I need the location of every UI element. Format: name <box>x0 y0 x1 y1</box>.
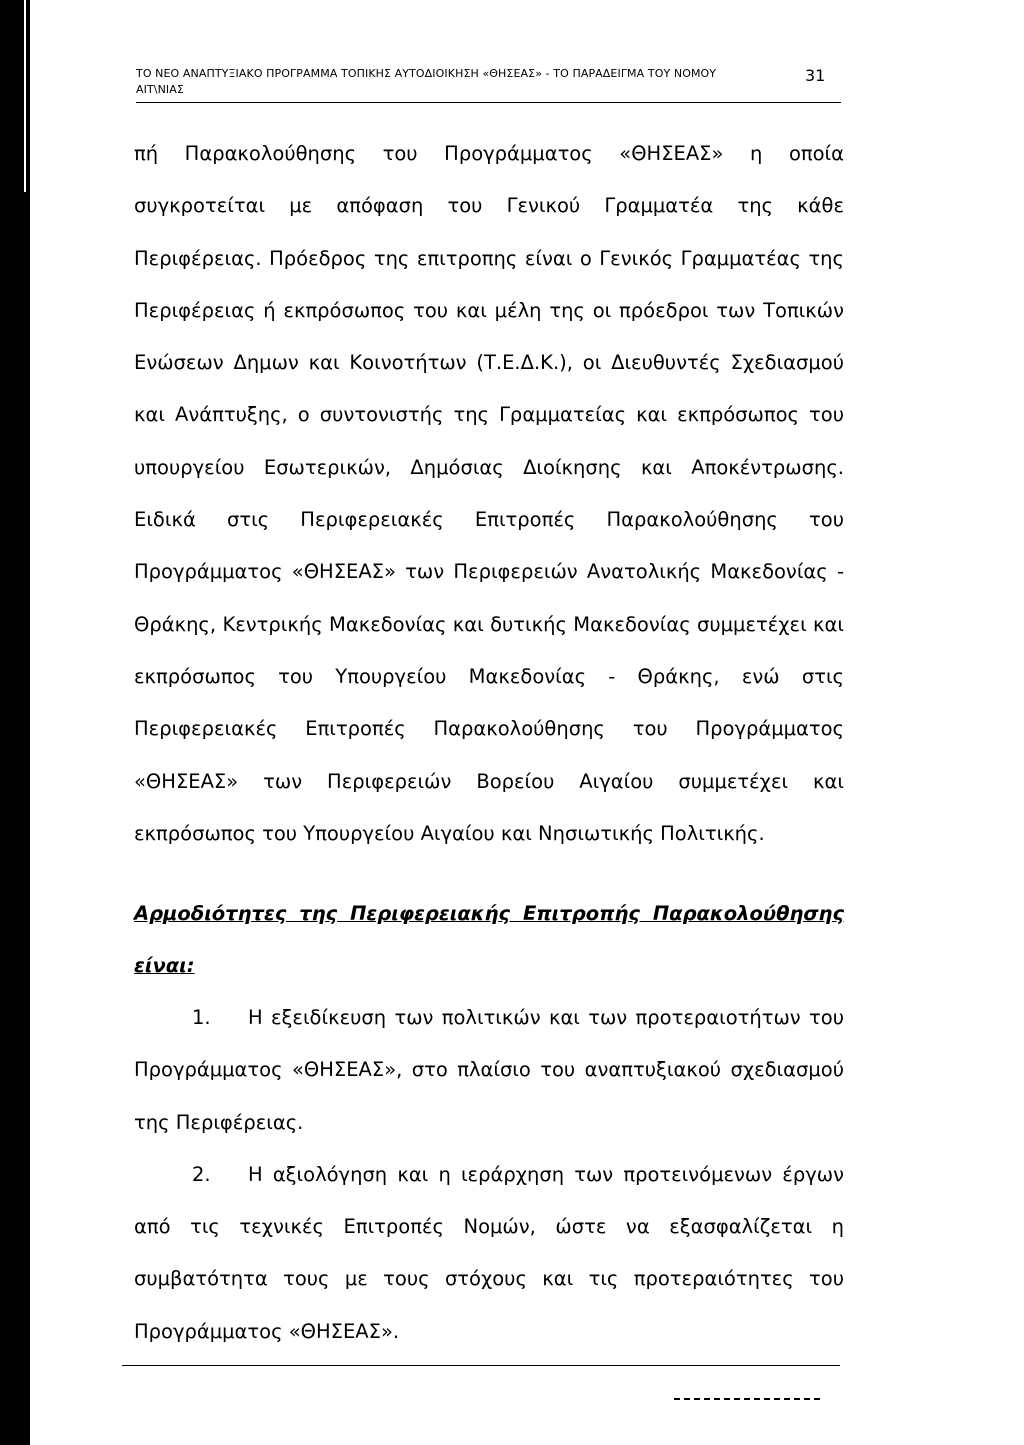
list-item <box>134 1149 844 1358</box>
list-item-text: Η αξιολόγηση και η ιεράρχηση των προτεινόμενων έργων από τις τεχνικές Επιτροπές Νομών, ώστε να εξασφαλίζεται η συμβατότητα τους με τους στόχους και τις προτεραιότητες του Προγράμματος «ΘΗΣΕΑΣ». <box>134 1162 844 1343</box>
body-paragraph: πή Παρακολούθησης του Προγράμματος «ΘΗΣΕΑΣ» η οποία συγκροτείται με απόφαση του Γενικού Γραμματέα της κάθε Περιφέρειας. Πρόεδρος της επιτροπης είναι ο Γενικός Γραμματέας της Περιφέρειας ή εκπρόσωπος του και μέλη της οι πρόεδροι των Τοπικών Ενώσεων Δημων και Κοινοτήτων (Τ.Ε.Δ.Κ.), οι Διευθυντές Σχεδιασμού και Ανάπτυξης, ο συντονιστής της Γραμματείας και εκπρόσωπος του υπουργείου Εσωτερικών, Δημόσιας Διοίκησης και Αποκέντρωσης. Ειδικά στις Περιφερειακές Επιτροπές Παρακολούθησης του Προγράμματος «ΘΗΣΕΑΣ» των Περιφερειών Ανατολικής Μακεδονίας - Θράκης, Κεντρικής Μακεδονίας και δυτικής Μακεδονίας συμμετέχει και εκπρόσωπος του Υπουργείου Μακεδονίας - Θράκης, ενώ στις Περιφερειακές Επιτροπές Παρακολούθησης του Προγράμματος «ΘΗΣΕΑΣ» των Περιφερειών Βορείου Αιγαίου συμμετέχει και εκπρόσωπος του Υπουργείου Αιγαίου και Νησιωτικής Πολιτικής. <box>134 142 844 845</box>
list-item-text: Η εξειδίκευση των πολιτικών και των προτεραιοτήτων του Προγράμματος «ΘΗΣΕΑΣ», στο πλαίσιο του αναπτυξιακού σχεδιασμού της Περιφέρειας. <box>134 1006 844 1134</box>
scan-edge-line <box>24 0 26 192</box>
header-divider <box>136 102 841 103</box>
page-number: 31 <box>805 66 826 85</box>
footer-scan-marks <box>674 1398 822 1400</box>
list-item <box>134 992 844 1149</box>
list-item-number: 1. <box>192 1006 211 1029</box>
footer-divider <box>122 1365 840 1366</box>
running-header: ΤΟ ΝΕΟ ΑΝΑΠΤΥΞΙΑΚΟ ΠΡΟΓΡΑΜΜΑ ΤΟΠΙΚΗΣ ΑΥΤΟΔΙΟΙΚΗΣΗ «ΘΗΣΕΑΣ» - ΤΟ ΠΑΡΑΔΕΙΓΜΑ ΤΟΥ ΝΟΜΟΥ ΑΙΤ\ΝΙΑΣ <box>136 67 717 96</box>
body-paragraph-container <box>134 128 844 860</box>
competences-list <box>134 992 844 1358</box>
section-heading: Αρμοδιότητες της Περιφερειακής Επιτροπής Παρακολούθησης είναι: <box>134 902 844 978</box>
document-page <box>30 0 1024 1445</box>
list-item-number: 2. <box>192 1162 211 1186</box>
